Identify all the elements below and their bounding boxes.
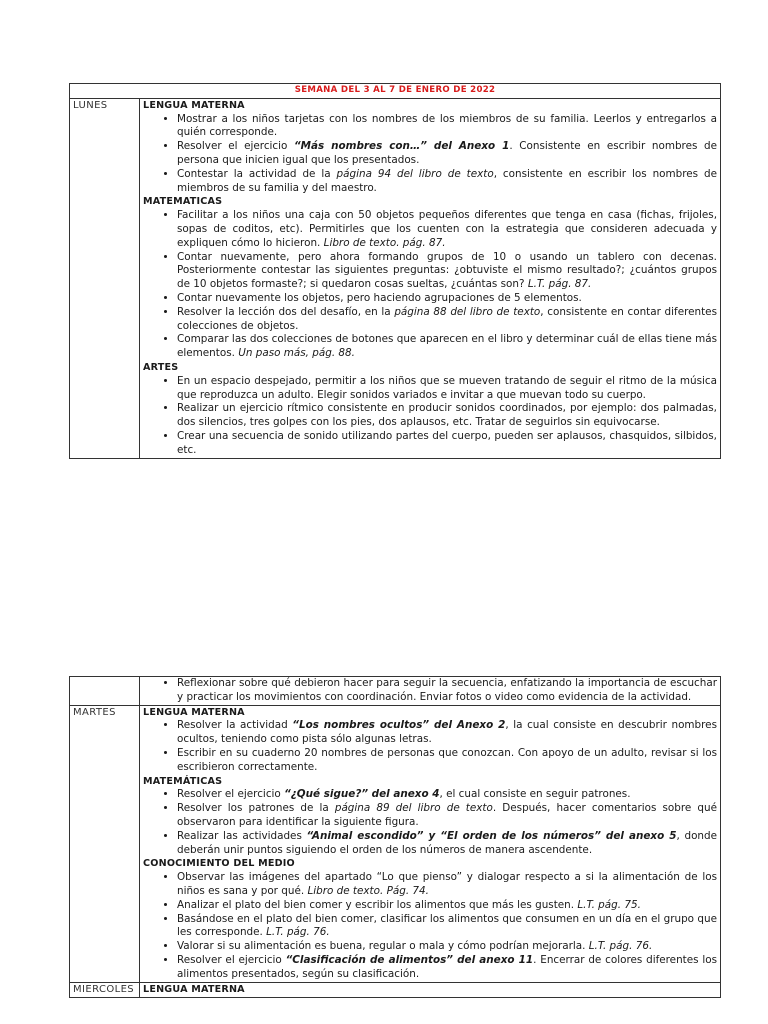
activity-item: • Resolver la actividad “Los nombres ocultos” del Anexo 2, la cual consiste en descubrir nombres ocultos, teniendo como pista sólo algunas letras.	[177, 719, 717, 747]
week-header: SEMANA DEL 3 AL 7 DE ENERO DE 2022	[70, 84, 721, 99]
activity-item: • Mostrar a los niños tarjetas con los nombres de los miembros de su familia. Leerlos y entregarlos a quién corresponde.	[177, 113, 717, 141]
activity-item: • Facilitar a los niños una caja con 50 objetos pequeños diferentes que tenga en casa (fichas, frijoles, sopas de coditos, etc). Permitirles que los cuenten con la estrategia que consideren adecuada y expliquen cómo lo hicieron. Libro de texto. pág. 87.	[177, 209, 717, 250]
day-label-martes: MARTES	[70, 705, 140, 982]
activity-item: • Resolver el ejercicio “¿Qué sigue?” del anexo 4, el cual consiste en seguir patrones.	[177, 788, 717, 802]
activity-item: • Reflexionar sobre qué debieron hacer para seguir la secuencia, enfatizando la importancia de escuchar y practicar los movimientos con coordinación. Enviar fotos o video como evidencia de la actividad.	[177, 677, 717, 705]
activity-item: • Comparar las dos colecciones de botones que aparecen en el libro y determinar cuál de ellas tiene más elementos. Un paso más, pág. 88.	[177, 333, 717, 361]
activity-list	[143, 871, 717, 981]
activity-item: • Contar nuevamente los objetos, pero haciendo agrupaciones de 5 elementos.	[177, 292, 717, 306]
day-label-miercoles: MIERCOLES	[70, 982, 140, 997]
activity-list	[143, 719, 717, 774]
empty-day-cell	[70, 677, 140, 706]
activity-item: • Realizar las actividades “Animal escondido” y “El orden de los números” del anexo 5, donde deberán unir puntos siguiendo el orden de los números de manera ascendente.	[177, 830, 717, 858]
section-container	[143, 99, 717, 458]
subject-heading: CONOCIMIENTO DEL MEDIO	[143, 858, 295, 870]
martes-table	[69, 676, 721, 998]
subject-heading: MATEMATICAS	[143, 196, 223, 208]
activity-item: • Valorar si su alimentación es buena, regular o mala y cómo podrían mejorarla. L.T. pág. 76.	[177, 940, 717, 954]
continuation-list	[143, 677, 717, 705]
day-label-lunes: LUNES	[70, 98, 140, 458]
activity-item: • Observar las imágenes del apartado “Lo que pienso” y dialogar respecto a si la alimentación de los niños es sana y por qué. Libro de texto. Pág. 74.	[177, 871, 717, 899]
activity-item: • Basándose en el plato del bien comer, clasificar los alimentos que consumen en un día en el grupo que les corresponde. L.T. pág. 76.	[177, 913, 717, 941]
continuation-cell	[140, 677, 721, 706]
subject-heading: ARTES	[143, 361, 179, 373]
activity-item: • Resolver el ejercicio “Clasificación de alimentos” del anexo 11. Encerrar de colores diferentes los alimentos presentados, según su clasificación.	[177, 954, 717, 982]
subject-heading: LENGUA MATERNA	[143, 983, 245, 995]
activity-item: • Realizar un ejercicio rítmico consistente en producir sonidos coordinados, por ejemplo: dos palmadas, dos silencios, tres golpes con los pies, dos aplausos, etc. Tratar de seguirlos sin equivocarse.	[177, 402, 717, 430]
activity-item: • En un espacio despejado, permitir a los niños que se mueven tratando de seguir el ritmo de la música que reproduzca un adulto. Elegir sonidos variados e invitar a que muevan todo su cuerpo.	[177, 375, 717, 403]
martes-activities	[140, 705, 721, 982]
activity-item: • Resolver el ejercicio “Más nombres con…” del Anexo 1. Consistente en escribir nombres de persona que inicien igual que los presentados.	[177, 140, 717, 168]
lunes-activities	[140, 98, 721, 458]
activity-item: • Crear una secuencia de sonido utilizando partes del cuerpo, pueden ser aplausos, chasquidos, silbidos, etc.	[177, 430, 717, 458]
subject-heading: LENGUA MATERNA	[143, 706, 245, 718]
activity-item: • Analizar el plato del bien comer y escribir los alimentos que más les gusten. L.T. pág. 75.	[177, 899, 717, 913]
activity-list	[143, 375, 717, 458]
activity-item: • Resolver los patrones de la página 89 del libro de texto. Después, hacer comentarios sobre qué observaron para identificar la siguiente figura.	[177, 802, 717, 830]
activity-item: • Escribir en su cuaderno 20 nombres de personas que conozcan. Con apoyo de un adulto, revisar si los escribieron correctamente.	[177, 747, 717, 775]
subject-heading: LENGUA MATERNA	[143, 99, 245, 111]
activity-item: • Resolver la lección dos del desafío, en la página 88 del libro de texto, consistente en contar diferentes colecciones de objetos.	[177, 306, 717, 334]
activity-item: • Contar nuevamente, pero ahora formando grupos de 10 o usando un tablero con decenas. Posteriormente contestar las siguientes preguntas: ¿obtuviste el mismo resultado?; ¿cuántos grupos de 10 objetos formaste?; si quedaron cosas sueltas, ¿cuántas son? L.T. pág. 87.	[177, 251, 717, 292]
section-container	[143, 706, 717, 982]
lunes-table	[69, 83, 721, 459]
subject-heading: MATEMÁTICAS	[143, 775, 223, 787]
activity-list	[143, 113, 717, 196]
activity-list	[143, 788, 717, 857]
activity-list	[143, 209, 717, 361]
activity-item: • Contestar la actividad de la página 94 del libro de texto, consistente en escribir los nombres de miembros de su familia y del maestro.	[177, 168, 717, 196]
